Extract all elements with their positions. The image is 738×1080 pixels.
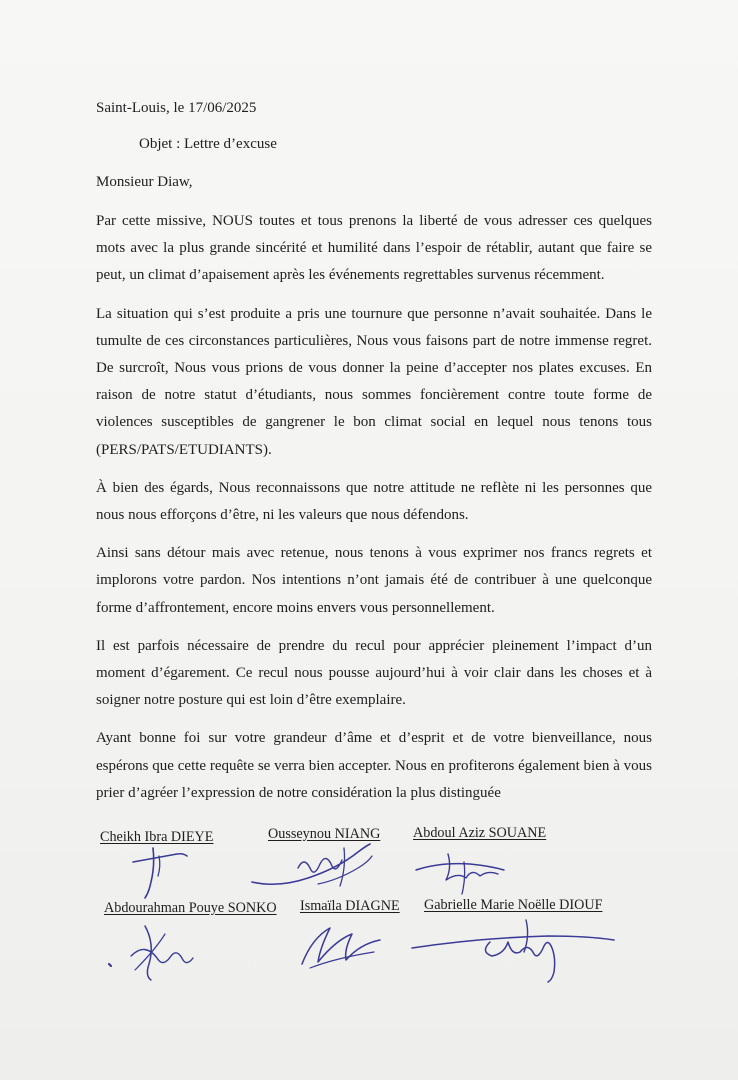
body-paragraph-2: La situation qui s’est produite a pris une tournure que personne n’avait souhaitée. Dans le tumulte de ces circonstances particulières, Nous vous faisons part de notre immense regret. De surcroît, Nous vous prions de vous donner la peine d’accepter nos plates excuses. En raison de notre statut d’étudiants, nous sommes foncièrement contre toute forme de violences susceptibles de gangrener le bon climat social en lequel nous tenons tous (PERS/PATS/ETUDIANTS). <box>96 305 652 458</box>
salutation: Monsieur Diaw, <box>96 174 193 190</box>
body-paragraph-4: Ainsi sans détour mais avec retenue, nous tenons à vous exprimer nos francs regrets et implorons votre pardon. Nos intentions n’ont jamais été de contribuer à une quelconque forme d’affrontement, encore moins envers vous personnellement. <box>96 545 652 616</box>
letter-body <box>96 208 652 818</box>
body-paragraph-6: Ayant bonne foi sur votre grandeur d’âme et d’esprit et de votre bienveillance, nous espérons que cette requête se verra bien accepter. Nous en profiterons également bien à vous prier d’agréer l’expression de notre considération la plus distinguée <box>96 730 652 801</box>
signature-mark-sonko <box>105 920 205 985</box>
signature-mark-diagne <box>296 918 386 973</box>
signature-mark-diouf <box>408 912 618 987</box>
signatory-name-ismaila-diagne: Ismaïla DIAGNE <box>300 898 400 914</box>
body-paragraph-1: Par cette missive, NOUS toutes et tous prenons la liberté de vous adresser ces quelques mots avec la plus grande sincérité et humilité dans l’espoir de rétablir, autant que faire se peut, un climat d’apaisement après les événements regrettables survenus récemment. <box>96 213 652 284</box>
signatory-name-cheikh-ibra-dieye: Cheikh Ibra DIEYE <box>100 829 214 845</box>
signatory-name-ousseynou-niang: Ousseynou NIANG <box>268 826 381 842</box>
signatory-name-abdoul-aziz-souane: Abdoul Aziz SOUANE <box>413 825 547 841</box>
signature-mark-souane <box>410 848 510 898</box>
signature-mark-dieye <box>125 842 195 902</box>
signatory-name-gabrielle-marie-noelle-diouf: Gabrielle Marie Noëlle DIOUF <box>424 897 603 913</box>
signature-mark-niang <box>248 838 378 893</box>
letter-subject: Objet : Lettre d’excuse <box>139 136 277 152</box>
place-date: Saint-Louis, le 17/06/2025 <box>96 100 257 116</box>
body-paragraph-3: À bien des égards, Nous reconnaissons que notre attitude ne reflète ni les personnes que nous nous efforçons d’être, ni les valeurs que nous défendons. <box>96 479 652 524</box>
body-paragraph-5: Il est parfois nécessaire de prendre du recul pour apprécier pleinement l’impact d’un moment d’égarement. Ce recul nous pousse aujourd’hui à voir clair dans les choses et à soigner notre posture qui est loin d’être exemplaire. <box>96 637 652 709</box>
signatory-name-abdourahman-pouye-sonko: Abdourahman Pouye SONKO <box>104 900 277 916</box>
